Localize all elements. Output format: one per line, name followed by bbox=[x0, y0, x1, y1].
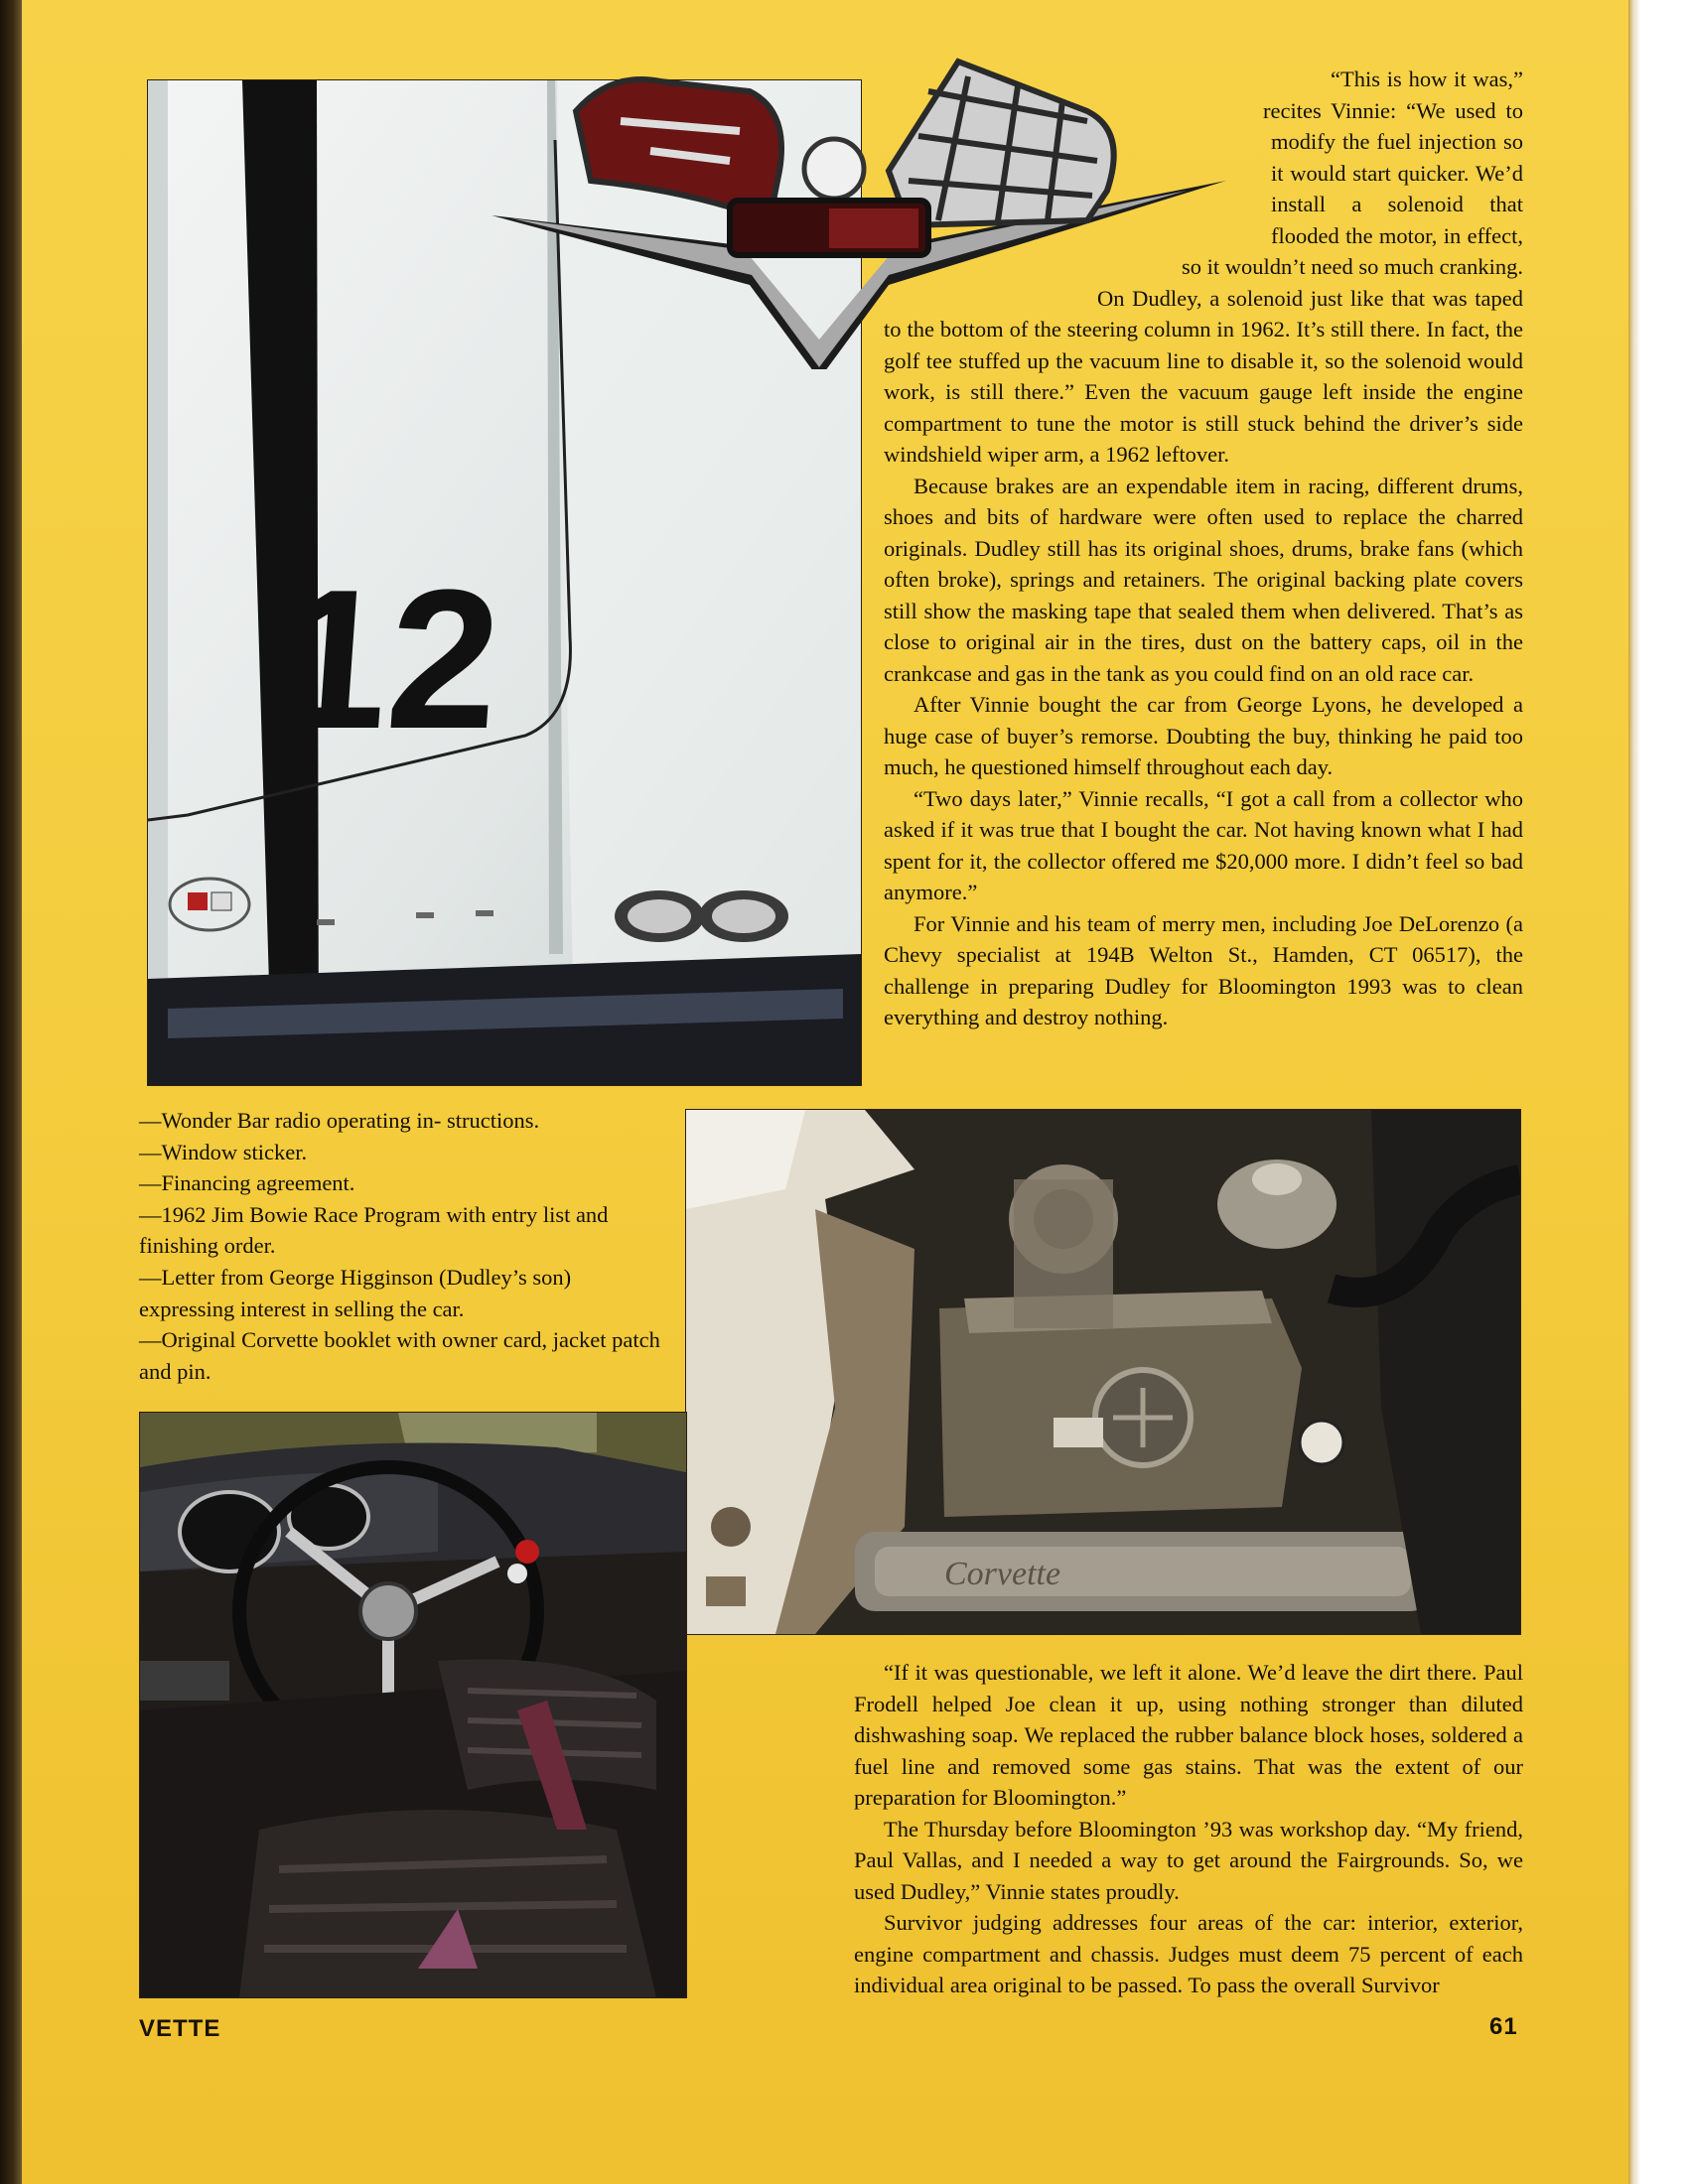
list-item: —Wonder Bar radio operating in- structions. bbox=[139, 1108, 540, 1133]
article-paragraph: For Vinnie and his team of merry men, including Joe DeLorenzo (a Chevy specialist at 194B Welton St., Hamden, CT 06517), the challenge in preparing Dudley for Bloomington 1993 was to clean everything and destroy nothing. bbox=[884, 910, 1523, 1029]
magazine-name: VETTE bbox=[139, 2015, 221, 2042]
interior-cockpit-photo bbox=[139, 1412, 687, 1998]
article-paragraph: “Two days later,” Vinnie recalls, “I got a call from a collector who asked if it was true that I bought the car. Not having known what I had spent for it, the collector offered me $20,000 more. I didn’t feel so bad anymore.” bbox=[884, 785, 1523, 904]
magazine-binding-shadow bbox=[0, 0, 22, 2184]
article-paragraph: The Thursday before Bloomington ’93 was workshop day. “My friend, Paul Vallas, and I needed a way to get around the Fairgrounds. So, we used Dudley,” Vinnie states proudly. bbox=[854, 1816, 1523, 1904]
article-paragraph: “This is how it was,” recites Vinnie: “We used to modify the fuel injection so it would start quicker. We’d install a solenoid that flooded the motor, in effect, so it wouldn’t need so much cranking. On Dudley, a solenoid just like that was taped to the bottom of the steering column in 1962. It’s still there. In fact, the golf tee stuffed up the vacuum line to disable it, so the solenoid would work, is still there.” Even the vacuum gauge left inside the engine compartment to tune the motor is still stuck behind the driver’s side windshield wiper arm, a 1962 leftover. bbox=[884, 67, 1523, 467]
list-item: —Letter from George Higginson (Dudley’s son) expressing interest in selling the car. bbox=[139, 1264, 572, 1321]
article-paragraph: “If it was questionable, we left it alone. We’d leave the dirt there. Paul Frodell helped Joe clean it up, using nothing stronger than diluted dishwashing soap. We replaced the rubber balance block hoses, soldered a fuel line and removed some gas stains. That was the extent of our preparation for Bloomington.” bbox=[854, 1660, 1523, 1810]
page-number: 61 bbox=[1489, 2013, 1518, 2040]
article-paragraph: Because brakes are an expendable item in racing, different drums, shoes and bits of hardware were often used to replace the charred originals. Dudley still has its original shoes, drums, brake fans (which often broke), springs and retainers. The original backing plate covers still show the masking tape that sealed them when delivered. That’s as close to original air in the tires, dust on the battery caps, oil in the crankcase and gas in the tank as you could find on an old race car. bbox=[884, 473, 1523, 686]
list-item: —Window sticker. bbox=[139, 1139, 308, 1164]
page-edge bbox=[1628, 0, 1640, 2184]
article-paragraph: Survivor judging addresses four areas of the car: interior, exterior, engine compartment and chassis. Judges must deem 75 percent of each individual area original to be passed. To pass the overall Survivor bbox=[854, 1910, 1523, 1997]
list-item: —Original Corvette booklet with owner card, jacket patch and pin. bbox=[139, 1327, 660, 1384]
engine-compartment-photo bbox=[685, 1109, 1521, 1635]
documentation-list bbox=[139, 1105, 665, 1387]
list-item: —Financing agreement. bbox=[139, 1170, 355, 1196]
article-paragraph: After Vinnie bought the car from George Lyons, he developed a huge case of buyer’s remorse. Doubting the buy, thinking he paid too much, he questioned himself throughout each day. bbox=[884, 692, 1523, 779]
list-item: —1962 Jim Bowie Race Program with entry list and finishing order. bbox=[139, 1201, 609, 1259]
svg-text:Corvette: Corvette bbox=[944, 1556, 1061, 1592]
race-number-12: 12 bbox=[270, 549, 507, 770]
article-top-column bbox=[884, 64, 1523, 1033]
article-bottom-column bbox=[854, 1657, 1523, 2001]
